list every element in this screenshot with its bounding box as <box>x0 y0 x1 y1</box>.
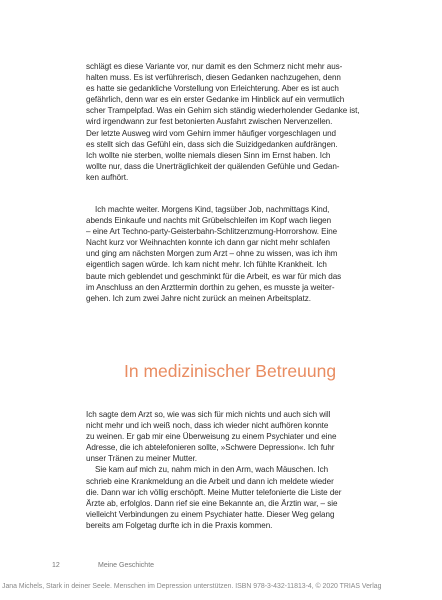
text-line: unser Tränen zu meiner Mutter. <box>86 454 197 464</box>
text-line: gehen. Ich zum zwei Jahre nicht zurück an meinen Arbeitsplatz. <box>86 293 311 303</box>
text-line: Ich sagte dem Arzt so, wie was sich für mich nichts und auch sich will <box>86 410 331 419</box>
text-line: baute mich geblendet und geschminkt für die Arbeit, es war für mich das <box>86 271 342 281</box>
page-number: 12 <box>52 562 60 569</box>
running-title: Meine Geschichte <box>98 562 155 569</box>
paragraph-2 <box>86 204 362 304</box>
paragraph-1 <box>86 61 362 183</box>
paragraph-3 <box>86 409 362 531</box>
text-line: die. Dann war ich völlig erschöpft. Meine Mutter telefonierte die Liste der <box>86 487 342 497</box>
text-line: halten muss. Es ist verführerisch, diesen Gedanken nachzugehen, denn <box>86 73 341 83</box>
text-line: Ärzte ab, erfolglos. Dann rief sie eine Bekannte an, die Ärztin war, – sie <box>86 498 338 508</box>
text-line: bereits am Folgetag durfte ich in die Praxis kommen. <box>86 520 273 530</box>
text-line: es stellt sich das Gefühl ein, dass sich die Suizidgedanken aufdrängen. <box>86 139 338 149</box>
text-line: gefährlich, denn war es ein erster Gedanke im Hinblick auf ein vermutlich <box>86 95 345 105</box>
text-line: – eine Art Techno-party-Geisterbahn-Schlitzenzmung-Horrorshow. Eine <box>86 227 338 237</box>
text-line: Nacht kurz vor Weihnachten konnte ich dann gar nicht mehr schlafen <box>86 238 330 248</box>
text-line: eigentlich sagen würde. Ich kam nicht mehr. Ich fühlte Krankheit. Ich <box>86 260 327 270</box>
text-line: im Anschluss an den Arzttermin dorthin zu gehen, es musste ja weiter- <box>86 282 335 292</box>
text-line: Ich wollte nie sterben, wollte niemals diesen Sinn im Ernst haben. Ich <box>86 150 331 160</box>
text-line: ken aufhört. <box>86 172 129 182</box>
text-line: Sie kam auf mich zu, nahm mich in den Arm, wach Mäuschen. Ich <box>95 465 329 475</box>
text-line: schlägt es diese Variante vor, nur damit es den Schmerz nicht mehr aus- <box>86 62 343 71</box>
citation-footer: Jana Michels, Stark in deiner Seele. Menschen im Depression unterstützen. ISBN 978-3-432-11813-4, © 2020 TRIAS Verlag <box>2 583 382 590</box>
text-line: Adresse, die ich abtelefonieren sollte, »Schwere Depression«. Ich fuhr <box>86 443 335 453</box>
section-heading: In medizinischer Betreuung <box>124 361 337 381</box>
text-line: wird irgendwann zur fest betonierten Ausfahrt zwischen Nervenzellen. <box>86 117 333 127</box>
text-line: abends Einkaufe und nachts mit Grübelschleifen im Kopf wach liegen <box>86 216 332 226</box>
text-line: es hatte sie gedankliche Vorstellung von Erleichterung. Aber es ist auch <box>86 84 339 94</box>
text-line: Ich machte weiter. Morgens Kind, tagsüber Job, nachmittags Kind, <box>95 205 330 214</box>
text-line: scher Trampelpfad. Was ein Gehirn sich ständig wiederholender Gedanke ist, <box>86 106 360 116</box>
text-line: vielleicht Verbindungen zu einem Psychiater hatte. Dieser Weg gelang <box>86 509 335 519</box>
text-line: schrieb eine Krankmeldung an die Arbeit und dann ich meldete wieder <box>86 476 334 486</box>
text-line: Der letzte Ausweg wird vom Gehirn immer häufiger vorgeschlagen und <box>86 128 336 138</box>
text-line: zu weinen. Er gab mir eine Überweisung zu einem Psychiater und eine <box>86 432 337 442</box>
text-line: wollte nur, dass die Unerträglichkeit der quälenden Gefühle und Gedan- <box>86 161 340 171</box>
text-line: nicht mehr und ich weiß noch, dass ich wieder nicht aufhören konnte <box>86 421 329 431</box>
text-line: und ging am nächsten Morgen zum Arzt – ohne zu wissen, was ich ihm <box>86 249 338 259</box>
